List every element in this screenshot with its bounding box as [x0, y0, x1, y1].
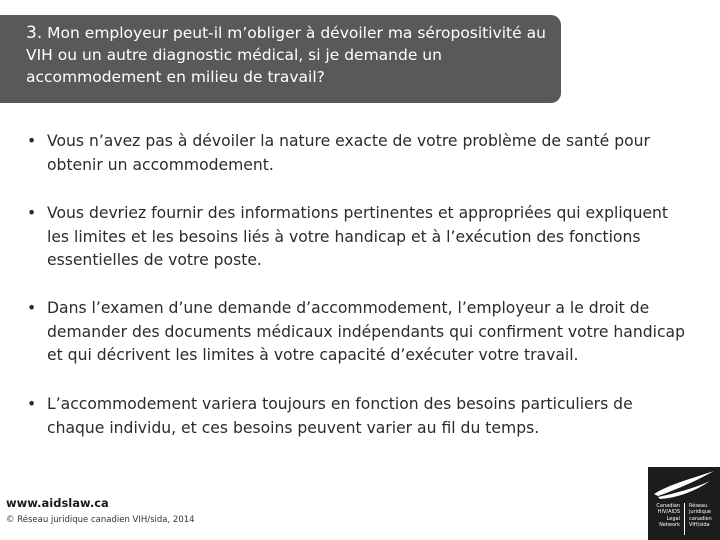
logo-divider [684, 503, 685, 535]
bullet-text: Vous n’avez pas à dévoiler la nature exacte de votre problème de santé pour obtenir un accommodement. [47, 132, 650, 174]
ribbon-swoosh-icon [648, 467, 720, 503]
legal-network-logo [648, 467, 720, 540]
logo-text-english: Canadian HIV/AIDS Legal Network [656, 503, 680, 529]
bullet-text: L’accommodement variera toujours en fonction des besoins particuliers de chaque individu, et ces besoins peuvent varier au fil du temps. [47, 395, 633, 437]
title-text: Mon employeur peut-il m’obliger à dévoiler ma séropositivité au VIH ou un autre diagnostic médical, si je demande un accommodement en milieu de travail? [26, 24, 546, 86]
bullet-item [27, 130, 687, 177]
bullet-icon: • [27, 132, 37, 150]
bullet-icon: • [27, 299, 37, 317]
slide-title [0, 15, 561, 103]
bullet-text: Dans l’examen d’une demande d’accommodement, l’employeur a le droit de demander des documents médicaux indépendants qui confirment votre handicap et qui décrivent les limites à votre capacité d’exécuter votre travail. [47, 299, 685, 364]
bullet-icon: • [27, 395, 37, 413]
title-number: 3. [26, 23, 43, 43]
footer-copyright: © Réseau juridique canadien VIH/sida, 2014 [6, 515, 195, 525]
bullet-item [27, 393, 687, 440]
footer-url[interactable]: www.aidslaw.ca [6, 496, 109, 510]
bullet-item [27, 297, 687, 368]
bullet-text: Vous devriez fournir des informations pertinentes et appropriées qui expliquent les limites et les besoins liés à votre handicap et à l’exécution des fonctions essentielles de votre poste. [47, 204, 669, 269]
bullet-item [27, 202, 687, 273]
bullet-icon: • [27, 204, 37, 222]
logo-text-french: Réseau juridique canadien VIH/sida [689, 503, 712, 529]
